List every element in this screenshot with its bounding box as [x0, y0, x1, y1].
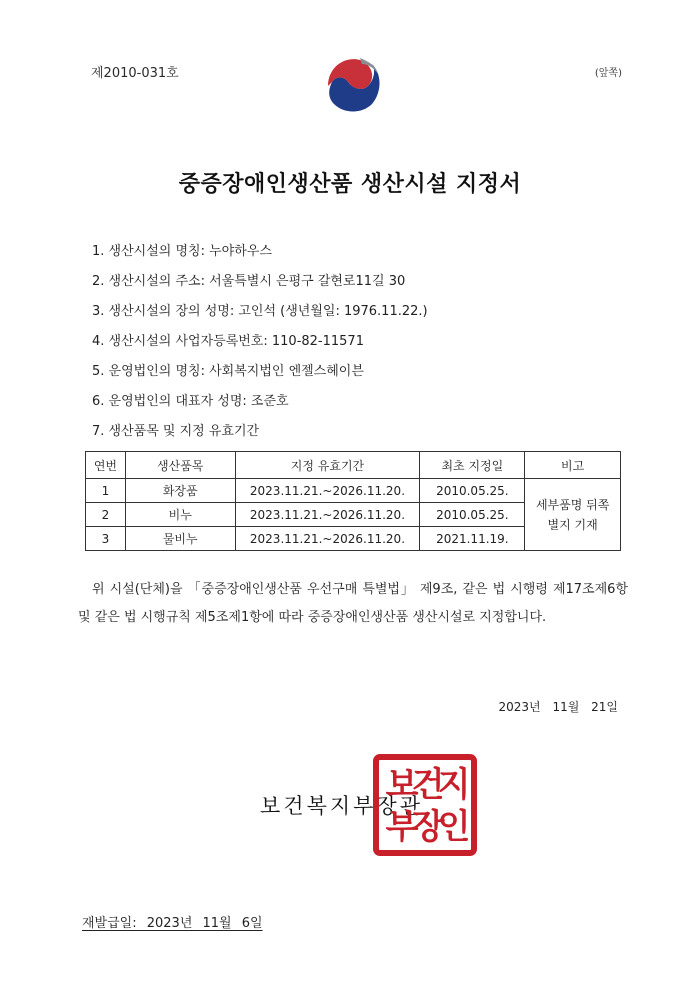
table-header-row — [86, 452, 621, 479]
remark-line: 별지 기재 — [547, 517, 598, 532]
cell-remark — [525, 479, 621, 551]
cell-product: 물비누 — [125, 527, 235, 551]
page-side-label: (앞쪽) — [594, 68, 622, 79]
cell-period: 2023.11.21.~2026.11.20. — [235, 503, 420, 527]
seal-char: 보 — [385, 765, 419, 805]
cell-first-date: 2010.05.25. — [420, 479, 525, 503]
cell-no: 3 — [86, 527, 126, 551]
document-number: 제2010-031호 — [91, 66, 179, 81]
remark-line: 세부품명 뒤쪽 — [535, 497, 610, 512]
cell-no: 2 — [86, 503, 126, 527]
seal-char: 인 — [437, 807, 471, 847]
header-period: 지정 유효기간 — [235, 452, 420, 479]
cell-period: 2023.11.21.~2026.11.20. — [235, 527, 420, 551]
cell-product: 화장품 — [125, 479, 235, 503]
header-first-date: 최초 지정일 — [420, 452, 525, 479]
header-product: 생산품목 — [125, 452, 235, 479]
item-corporation-name: 5. 운영법인의 명칭: 사회복지법인 엔젤스헤이븐 — [92, 364, 364, 379]
item-facility-address: 2. 생산시설의 주소: 서울특별시 은평구 갈현로11길 30 — [92, 274, 406, 289]
issuer-name: 보건복지부장관 — [260, 794, 424, 818]
seal-char: 지 — [437, 765, 471, 805]
item-facility-name: 1. 생산시설의 명칭: 누야하우스 — [92, 244, 272, 259]
products-table — [85, 451, 621, 551]
cell-first-date: 2021.11.19. — [420, 527, 525, 551]
seal-char: 장 — [411, 807, 445, 847]
item-business-number: 4. 생산시설의 사업자등록번호: 110-82-11571 — [92, 334, 364, 349]
item-products-heading: 7. 생산품목 및 지정 유효기간 — [92, 424, 260, 439]
cell-period: 2023.11.21.~2026.11.20. — [235, 479, 420, 503]
header-remark: 비고 — [525, 452, 621, 479]
taegeuk-emblem-icon — [322, 52, 384, 126]
cell-product: 비누 — [125, 503, 235, 527]
issue-date: 2023년 11월 21일 — [498, 700, 618, 714]
cell-first-date: 2010.05.25. — [420, 503, 525, 527]
document-title: 중증장애인생산품 생산시설 지정서 — [178, 172, 522, 197]
seal-char: 부 — [385, 807, 419, 847]
header-no: 연번 — [86, 452, 126, 479]
item-representative: 6. 운영법인의 대표자 성명: 조준호 — [92, 394, 289, 409]
cell-no: 1 — [86, 479, 126, 503]
designation-statement: 위 시설(단체)을 「중증장애인생산품 우선구매 특별법」 제9조, 같은 법 시행령 제17조제6항 및 같은 법 시행규칙 제5조제1항에 따라 중증장애인생산품 생산시설로 지정합니다. — [78, 582, 628, 625]
seal-char: 건 — [411, 765, 445, 805]
item-facility-head: 3. 생산시설의 장의 성명: 고인석 (생년월일: 1976.11.22.) — [92, 304, 428, 319]
reissue-date: 재발급일: 2023년 11월 6일 — [82, 916, 263, 931]
table-row — [86, 479, 621, 503]
official-seal-icon — [370, 752, 480, 858]
